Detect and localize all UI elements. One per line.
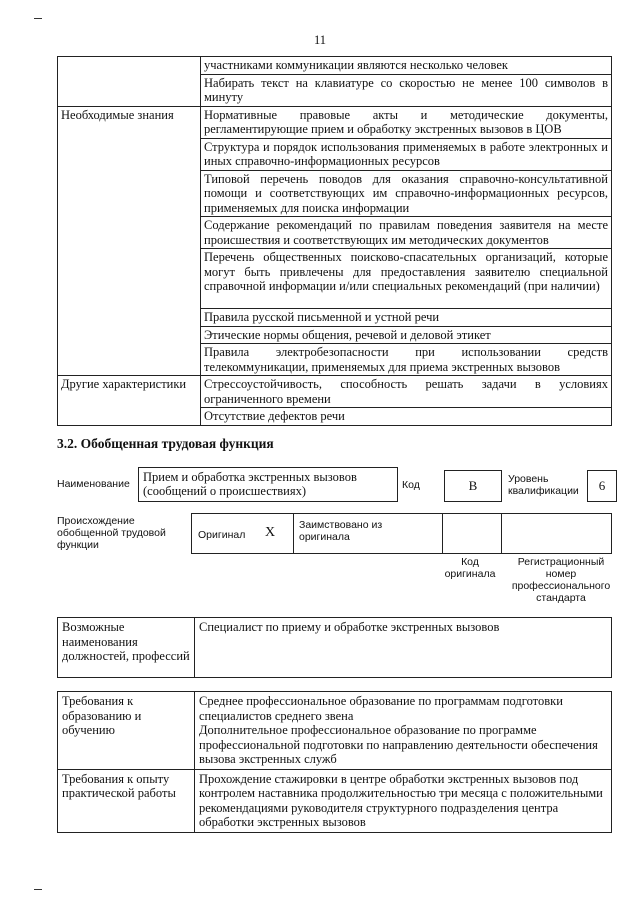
origin-label: Происхождение обобщенной трудовой функции [57, 515, 166, 551]
experience-value [195, 769, 612, 832]
label-text: Требования к опыту практической работы [62, 771, 176, 800]
value-text: Дополнительное профессиональное образование по программе профессиональной подготовки по направлению деятельности обеспечения вызова экстренных служб [199, 723, 598, 766]
borrowed-label: Заимствовано из оригинала [299, 519, 383, 543]
row-text: Структура и порядок использования применяемых в работе электронных и иных справочно-информационных ресурсов [204, 139, 608, 168]
positions-table [57, 617, 612, 678]
reg-caption: Регистрационный номер профессионального стандарта [511, 556, 611, 604]
code-value: B [468, 478, 478, 493]
knowledge-label [58, 106, 201, 376]
row-text: Этические нормы общения, речевой и деловой этикет [204, 327, 491, 342]
level-value: 6 [598, 478, 606, 493]
table-row [201, 344, 612, 376]
experience-label [58, 769, 195, 832]
row-text: участниками коммуникации являются несколько человек [204, 58, 508, 72]
level-label: Уровень квалификации [508, 473, 579, 497]
divider [442, 513, 443, 554]
table-row [201, 57, 612, 75]
value-text: Прохождение стажировки в центре обработки экстренных вызовов под контролем наставника продолжительностью три месяца с положительными рекомендациями руководителя структурного подразделения центра обработки экстренных вызовов [199, 771, 603, 829]
row-text: Набирать текст на клавиатуре со скоростью не менее 100 символов в минуту [204, 75, 608, 104]
table-row [201, 309, 612, 327]
label-text: Необходимые знания [61, 107, 174, 122]
row-text: Правила русской письменной и устной речи [204, 310, 440, 324]
scan-mark [34, 889, 42, 890]
code-label: Код [402, 479, 420, 491]
education-value [195, 692, 612, 770]
row-text: Содержание рекомендаций по правилам поведения заявителя на месте происшествия и соответствующих им методических документов [204, 218, 608, 247]
label-text: Требования к образованию и обучению [62, 694, 142, 737]
origin-box [191, 513, 612, 554]
page-number: 11 [313, 33, 327, 47]
table-row [201, 170, 612, 217]
level-box [587, 470, 617, 502]
requirements-table [57, 691, 612, 833]
education-label [58, 692, 195, 770]
table-row [201, 376, 612, 408]
knowledge-table [57, 56, 612, 426]
scan-mark [34, 18, 42, 19]
row-text: Правила электробезопасности при использовании средств телекоммуникации, применяемых для приема экстренных вызовов [204, 345, 608, 374]
table-row [201, 74, 612, 106]
function-name-box [138, 467, 398, 502]
row-text: Типовой перечень поводов для оказания справочно-консультативной помощи и соответствующих им справочно-информационных ресурсов, применяемых для поиска информации [204, 171, 608, 215]
empty-cell [58, 57, 201, 107]
row-text: Стрессоустойчивость, способность решать задачи в условиях ограниченного времени [204, 377, 608, 406]
table-row [201, 138, 612, 170]
label-text: Возможные наименования должностей, профессий [62, 620, 190, 663]
code-box [444, 470, 502, 502]
row-text: Отсутствие дефектов речи [204, 409, 345, 423]
table-row [201, 217, 612, 249]
table-row [201, 408, 612, 426]
value-text: Среднее профессиональное образование по программам подготовки специалистов среднего звена [199, 694, 563, 723]
name-label: Наименование [57, 478, 130, 490]
positions-value [195, 618, 612, 678]
original-label: Оригинал [198, 529, 246, 541]
divider [501, 513, 502, 554]
table-row [201, 106, 612, 138]
divider [293, 513, 294, 554]
row-text: Перечень общественных поисково-спасательных организаций, которые могут быть привлечены для предоставления заявителю специальной справочной информации и/или специальных рекомендаций (при наличии) [204, 250, 608, 293]
code-caption: Код оригинала [444, 556, 496, 580]
table-row [201, 326, 612, 344]
original-mark: X [265, 525, 276, 540]
other-label [58, 376, 201, 426]
value-text: Специалист по приему и обработке экстренных вызовов [199, 620, 500, 634]
label-text: Другие характеристики [61, 377, 187, 391]
row-text: Нормативные правовые акты и методические документы, регламентирующие прием и обработку экстренных вызовов в ЦОВ [204, 107, 608, 136]
table-row [201, 249, 612, 309]
positions-label [58, 618, 195, 678]
section-title: 3.2. Обобщенная трудовая функция [57, 436, 274, 451]
function-name: Прием и обработка экстренных вызовов (сообщений о происшествиях) [143, 470, 357, 498]
